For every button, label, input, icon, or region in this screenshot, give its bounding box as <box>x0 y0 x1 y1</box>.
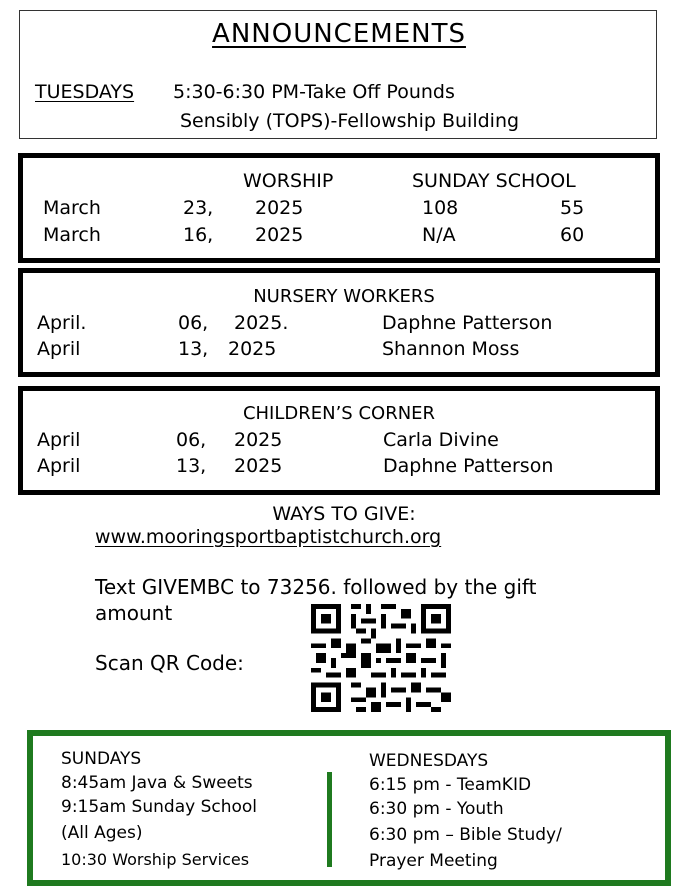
wednesdays-title: WEDNESDAYS <box>369 751 489 771</box>
nursery-year: 2025 <box>228 338 277 360</box>
attendance-worship: N/A <box>422 224 456 246</box>
attendance-worship: 108 <box>422 197 459 219</box>
announcements-box <box>19 10 657 139</box>
childrens-corner-day: 13, <box>176 455 207 477</box>
nursery-month: April. <box>37 312 87 334</box>
attendance-month: March <box>43 197 101 219</box>
nursery-day: 13, <box>178 338 209 360</box>
sundays-item: 10:30 Worship Services <box>61 850 250 869</box>
schedule-divider <box>327 772 332 867</box>
wednesdays-item: 6:30 pm - Youth <box>369 799 504 819</box>
wednesdays-item: 6:15 pm - TeamKID <box>369 775 532 795</box>
nursery-worker-name: Daphne Patterson <box>382 312 553 334</box>
text-to-give-line-2: amount <box>95 601 173 625</box>
sundays-item: 8:45am Java & Sweets <box>61 773 253 793</box>
childrens-corner-name: Carla Divine <box>383 429 499 451</box>
announcements-title: ANNOUNCEMENTS <box>212 19 466 49</box>
nursery-day: 06, <box>178 312 209 334</box>
nursery-month: April <box>37 338 81 360</box>
sundays-item: 9:15am Sunday School <box>61 797 258 817</box>
qr-code-icon[interactable] <box>311 604 451 712</box>
nursery-title: NURSERY WORKERS <box>253 286 435 307</box>
text-to-give-line-1: Text GIVEMBC to 73256. followed by the gift <box>95 575 537 599</box>
attendance-year: 2025 <box>255 224 304 246</box>
sundays-item: (All Ages) <box>61 823 143 843</box>
childrens-corner-day: 06, <box>176 429 207 451</box>
wednesdays-item: 6:30 pm – Bible Study/ <box>369 825 562 845</box>
nursery-worker-name: Shannon Moss <box>382 338 520 360</box>
announcements-line-2: Sensibly (TOPS)-Fellowship Building <box>180 110 520 132</box>
nursery-year: 2025. <box>234 312 289 334</box>
attendance-day: 23, <box>183 197 214 219</box>
attendance-sunday-school: 55 <box>560 197 585 219</box>
scan-qr-label: Scan QR Code: <box>95 651 244 675</box>
nursery-box <box>18 268 660 377</box>
giving-website-link[interactable]: www.mooringsportbaptistchurch.org <box>95 526 442 548</box>
announcements-day: TUESDAYS <box>35 81 135 103</box>
childrens-corner-year: 2025 <box>234 455 283 477</box>
childrens-corner-year: 2025 <box>234 429 283 451</box>
worship-header: WORSHIP <box>243 170 334 192</box>
childrens-corner-title: CHILDREN’S CORNER <box>242 403 436 424</box>
sunday-school-header: SUNDAY SCHOOL <box>412 170 576 192</box>
childrens-corner-month: April <box>37 455 81 477</box>
attendance-day: 16, <box>183 224 214 246</box>
sundays-title: SUNDAYS <box>61 749 142 769</box>
announcements-line-1: 5:30-6:30 PM-Take Off Pounds <box>173 81 455 103</box>
attendance-sunday-school: 60 <box>560 224 585 246</box>
childrens-corner-name: Daphne Patterson <box>383 455 554 477</box>
attendance-month: March <box>43 224 101 246</box>
ways-to-give-title: WAYS TO GIVE: <box>272 503 416 525</box>
wednesdays-item: Prayer Meeting <box>369 851 498 871</box>
childrens-corner-month: April <box>37 429 81 451</box>
attendance-year: 2025 <box>255 197 304 219</box>
